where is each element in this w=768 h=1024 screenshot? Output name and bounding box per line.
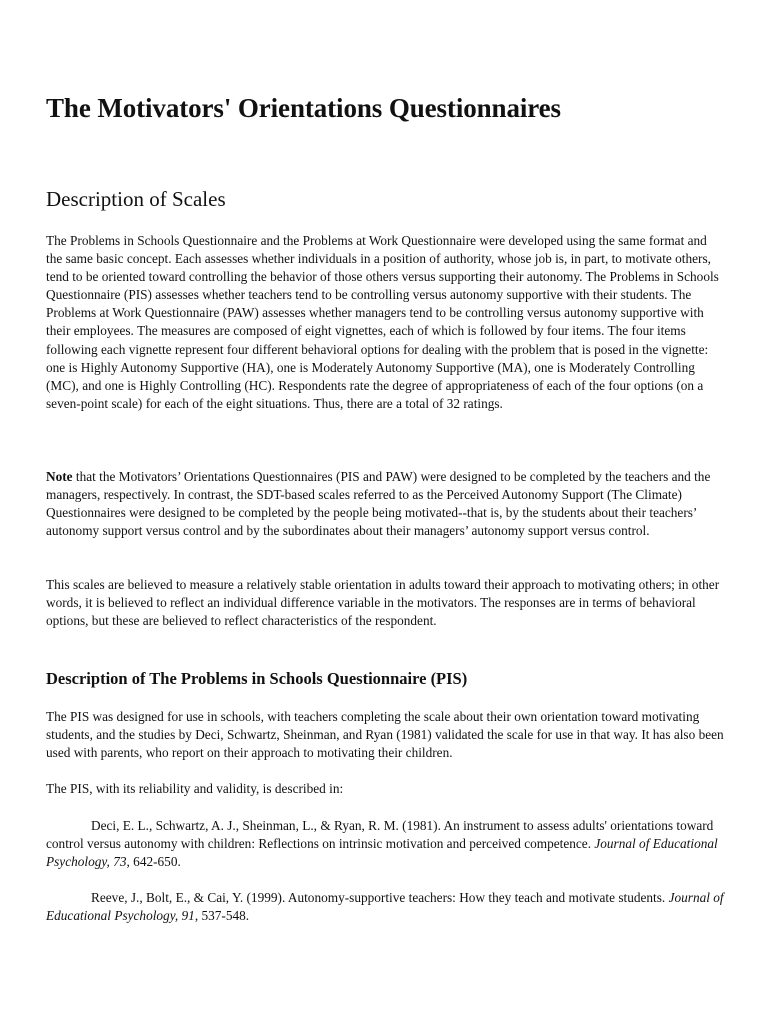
paragraph-stability: This scales are believed to measure a relatively stable orientation in adults toward their approach to motivating others; in other words, it is believed to reflect an individual difference variable in the motivators. The responses are in terms of behavioral options, but these are believed to reflect characteristics of the respondent. (46, 577, 720, 629)
pis-heading: Description of The Problems in Schools Questionnaire (PIS) (46, 669, 468, 688)
reference-reeve-1999 (46, 889, 724, 925)
note-text: that the Motivators’ Orientations Questionnaires (PIS and PAW) were designed to be completed by the teachers and the managers, respectively. In contrast, the SDT-based scales referred to as the Perceived Autonomy Support (The Climate) Questionnaires were designed to be completed by the people being motivated--that is, by the students about their teachers’ autonomy support versus control and by the subordinates about their managers’ autonomy support versus control. (46, 469, 711, 539)
paragraph-pis-described: The PIS, with its reliability and validity, is described in: (46, 781, 344, 796)
reference-journal: Journal of Educational Psychology, 73 (46, 836, 718, 870)
reference-text: Deci, E. L., Schwartz, A. J., Sheinman, L., & Ryan, R. M. (1981). An instrument to assess adults' orientations toward control versus autonomy with children: Reflections on intrinsic motivation and perceived competence. (46, 818, 714, 852)
reference-text: Reeve, J., Bolt, E., & Cai, Y. (1999). Autonomy-supportive teachers: How they teach and motivate students. (91, 890, 669, 905)
reference-pages: , 642-650. (126, 854, 181, 870)
note-label: Note (46, 469, 73, 484)
reference-pages: , 537-548. (194, 908, 250, 924)
reference-journal: Journal of Educational Psychology, 91 (46, 890, 724, 924)
document-title: The Motivators' Orientations Questionnaires (46, 93, 561, 123)
reference-deci-1981 (46, 817, 724, 871)
paragraph-note (46, 468, 724, 540)
paragraph-pis-design: The PIS was designed for use in schools, with teachers completing the scale about their own orientation toward motivating students, and the studies by Deci, Schwartz, Sheinman, and Ryan (1981) validated the scale for use in that way. It has also been used with parents, who report on their approach to motivating their children. (46, 709, 724, 761)
paragraph-overview: The Problems in Schools Questionnaire and the Problems at Work Questionnaire were developed using the same format and the same basic concept. Each assesses whether individuals in a position of authority, whose job is, in part, to motivate others, tend to be oriented toward controlling the behavior of those others versus supporting their autonomy. The Problems in Schools Questionnaire (PIS) assesses whether teachers tend to be controlling versus autonomy supportive with their students. The Problems at Work Questionnaire (PAW) assesses whether managers tend to be controlling versus autonomy supportive with their employees. The measures are composed of eight vignettes, each of which is followed by four items. The four items following each vignette represent four different behavioral options for dealing with the problem that is posed in the vignette: one is Highly Autonomy Supportive (HA), one is Moderately Autonomy Supportive (MA), one is Moderately Controlling (MC), and one is Highly Controlling (HC). Respondents rate the degree of appropriateness of each of the four options (on a seven-point scale) for each of the eight situations. Thus, there are a total of 32 ratings. (46, 233, 719, 411)
description-heading: Description of Scales (46, 187, 226, 211)
